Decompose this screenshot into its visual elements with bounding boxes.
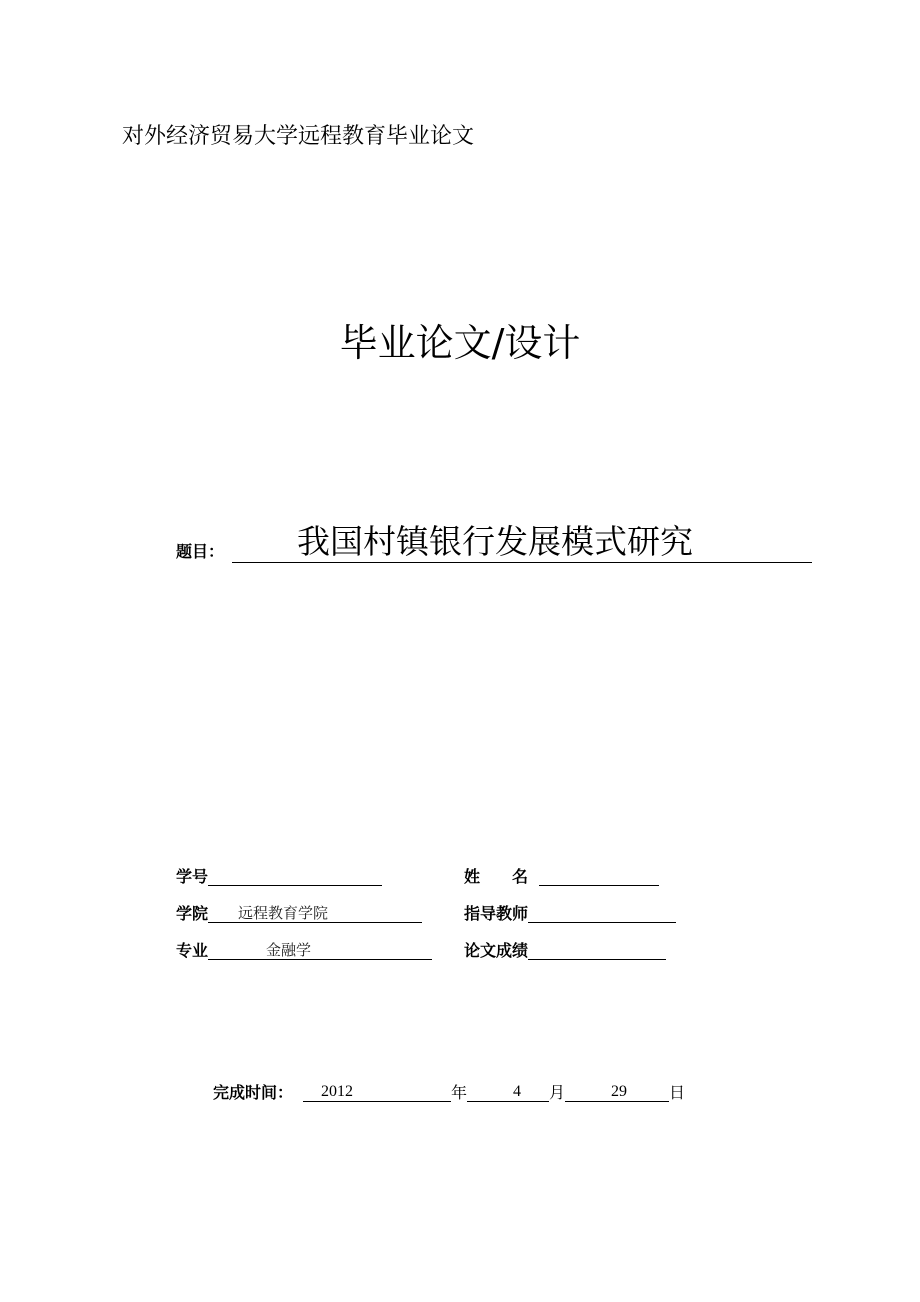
day-unit: 日	[669, 1083, 686, 1102]
subject-value: 我国村镇银行发展模式研究	[297, 522, 693, 561]
institution-header: 对外经济贸易大学远程教育毕业论文	[122, 124, 475, 149]
major-value: 金融学	[266, 941, 312, 959]
month-value: 4	[513, 1083, 522, 1100]
major-underline	[208, 940, 432, 960]
day-underline	[565, 1082, 669, 1102]
document-title: 毕业论文/设计	[339, 321, 581, 365]
student-id-underline	[208, 866, 382, 886]
year-unit: 年	[451, 1083, 468, 1102]
subject-label: 题目：	[176, 542, 225, 561]
college-field	[176, 903, 422, 925]
month-underline	[467, 1082, 549, 1102]
completion-date-row	[213, 1082, 685, 1104]
student-id-label: 学号	[176, 867, 209, 886]
advisor-underline	[528, 903, 676, 923]
advisor-label: 指导教师	[464, 904, 529, 923]
college-underline	[208, 903, 422, 923]
name-underline	[539, 866, 659, 886]
college-label: 学院	[176, 904, 209, 923]
student-id-field	[176, 866, 382, 888]
name-field	[464, 866, 659, 888]
year-underline	[303, 1082, 451, 1102]
day-value: 29	[611, 1083, 628, 1100]
college-value: 远程教育学院	[238, 904, 329, 922]
grade-underline	[528, 940, 666, 960]
completion-label: 完成时间：	[213, 1083, 294, 1102]
grade-label: 论文成绩	[464, 941, 529, 960]
advisor-field	[464, 903, 676, 925]
major-label: 专业	[176, 941, 209, 960]
month-unit: 月	[549, 1083, 566, 1102]
name-label: 姓 名	[464, 867, 529, 886]
subject-underline	[232, 524, 812, 563]
grade-field	[464, 940, 666, 962]
major-field	[176, 940, 432, 962]
year-value: 2012	[321, 1083, 354, 1100]
